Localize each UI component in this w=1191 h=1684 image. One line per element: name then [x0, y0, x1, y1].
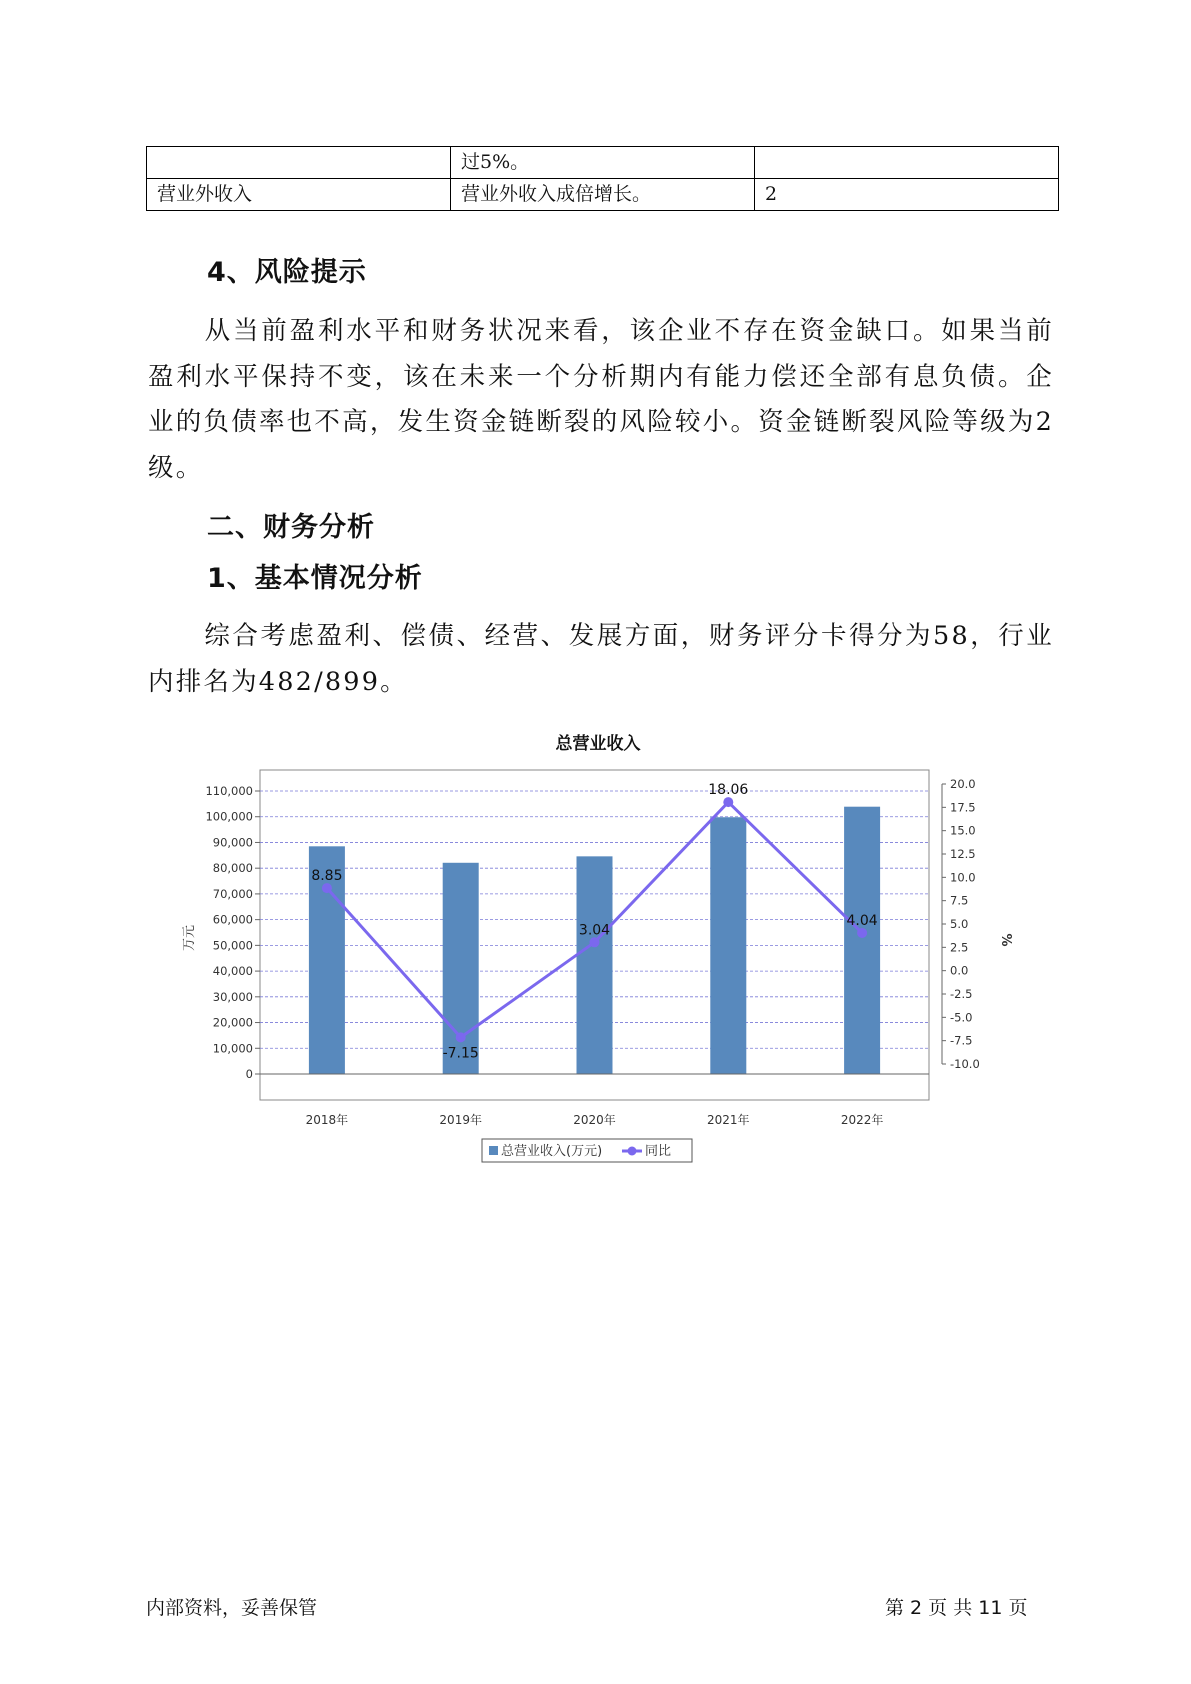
yoy-point	[857, 928, 867, 938]
y2-tick-label: -5.0	[950, 1010, 973, 1025]
y-tick-label: 50,000	[212, 938, 253, 953]
table-cell: 2	[755, 179, 1059, 211]
y2-tick-label: -10.0	[950, 1057, 980, 1071]
table-cell	[755, 147, 1059, 179]
y2-tick-label: -2.5	[950, 987, 973, 1001]
bar	[577, 856, 613, 1074]
bar	[710, 817, 746, 1074]
legend-line-marker	[628, 1147, 637, 1156]
y2-tick-label: 7.5	[950, 893, 969, 908]
revenue-chart	[180, 728, 1040, 1188]
yoy-data-label: 3.04	[578, 922, 611, 939]
footer-page-number: 第 2 页 共 11 页	[885, 1597, 1028, 1619]
y-tick-label: 100,000	[205, 809, 253, 824]
y2-tick-label: 20.0	[950, 777, 976, 791]
y2-tick-label: 10.0	[950, 870, 976, 885]
legend-bar-label: 总营业收入(万元)	[501, 1144, 603, 1159]
footer-confidential: 内部资料，妥善保管	[146, 1597, 318, 1619]
yoy-data-label: 18.06	[708, 782, 749, 799]
x-tick-label: 2021年	[707, 1113, 750, 1127]
y2-tick-label: 17.5	[950, 800, 976, 815]
y2-tick-label: 0.0	[950, 963, 969, 978]
y2-tick-label: 5.0	[950, 917, 969, 931]
y2-axis-label: %	[998, 933, 1013, 947]
table-row	[147, 179, 1059, 211]
left-axis	[205, 784, 260, 1081]
chart-legend	[482, 1139, 692, 1162]
y2-tick-label: 2.5	[950, 940, 969, 955]
yoy-point	[723, 797, 733, 807]
x-tick-label: 2018年	[305, 1113, 349, 1127]
table-row	[147, 147, 1059, 179]
yoy-data-label: 4.04	[846, 912, 878, 929]
y-tick-label: 60,000	[212, 912, 253, 927]
y-tick-label: 10,000	[212, 1041, 253, 1056]
y-tick-label: 30,000	[212, 989, 253, 1004]
legend-bar-swatch	[489, 1146, 498, 1155]
yoy-data-label: 8.85	[311, 868, 343, 885]
score-paragraph	[148, 614, 1054, 705]
yoy-point	[590, 937, 600, 947]
y-tick-label: 90,000	[212, 835, 253, 850]
table-cell: 营业外收入	[147, 179, 451, 211]
yoy-point	[322, 883, 332, 893]
chart-title: 总营业收入	[555, 734, 641, 754]
indicator-table	[146, 146, 1059, 211]
x-tick-label: 2019年	[439, 1113, 482, 1127]
finance-heading: 二、财务分析	[207, 512, 375, 543]
legend-line-label: 同比	[645, 1144, 672, 1159]
y-tick-label: 70,000	[212, 886, 253, 901]
y2-tick-label: -7.5	[950, 1033, 973, 1048]
bar	[844, 807, 880, 1074]
x-tick-label: 2020年	[573, 1113, 616, 1127]
table-cell	[147, 147, 451, 179]
y-axis-label: 万元	[182, 924, 197, 952]
y2-tick-label: 12.5	[950, 847, 976, 861]
y-tick-label: 80,000	[212, 861, 253, 876]
right-axis	[942, 777, 980, 1071]
risk-heading: 4、风险提示	[207, 257, 367, 288]
y-tick-label: 40,000	[212, 964, 253, 979]
table-cell: 营业外收入成倍增长。	[451, 179, 755, 211]
basic-analysis-heading: 1、基本情况分析	[207, 563, 423, 594]
x-tick-label: 2022年	[840, 1113, 884, 1127]
y-tick-label: 20,000	[212, 1015, 253, 1030]
yoy-point	[456, 1032, 466, 1042]
yoy-data-label: -7.15	[442, 1045, 479, 1062]
risk-paragraph-text: 从当前盈利水平和财务状况来看，该企业不存在资金缺口。如果当前盈利水平保持不变，该在未来一个分析期内有能力偿还全部有息负债。企业的负债率也不高，发生资金链断裂的风险较小。资金链断裂风险等级为2级。	[148, 316, 1054, 483]
y-tick-label: 0	[245, 1067, 253, 1081]
y2-tick-label: 15.0	[950, 823, 976, 838]
score-paragraph-text: 综合考虑盈利、偿债、经营、发展方面，财务评分卡得分为58，行业内排名为482/899。	[148, 621, 1054, 697]
risk-paragraph	[148, 309, 1054, 491]
y-tick-label: 110,000	[205, 784, 253, 798]
table-cell: 过5%。	[451, 147, 755, 179]
